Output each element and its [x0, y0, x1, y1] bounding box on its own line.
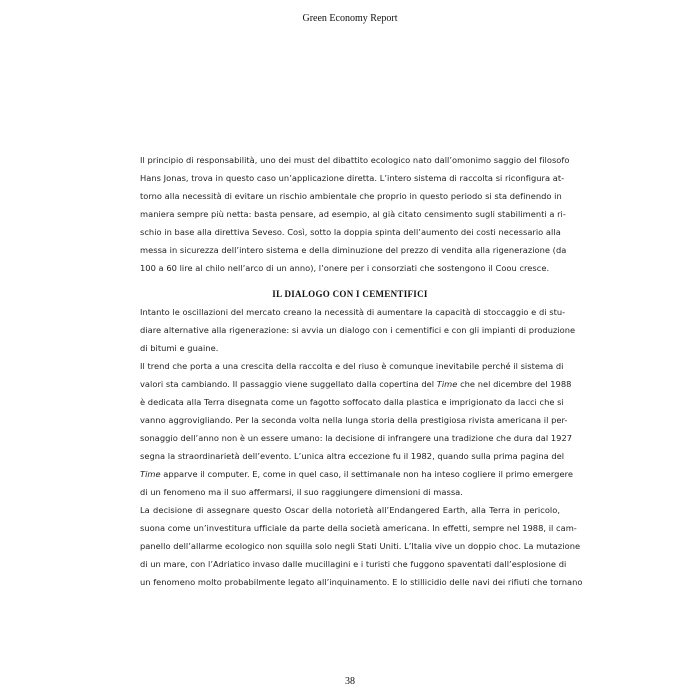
text-fragment: apparve il computer. E, come in quel caso, il settimanale non ha inteso cogliere il primo emergere: [160, 469, 573, 479]
text-line: di bitumi e guaine.: [140, 343, 219, 353]
text-line: vanno aggrovigliando. Per la seconda volta nella lunga storia della prestigiosa rivista americana il per-: [140, 415, 568, 425]
section-heading: IL DIALOGO CON I CEMENTIFICI: [272, 289, 428, 299]
text-line: Il principio di responsabilità, uno dei must del dibattito ecologico nato dall’omonimo saggio del filosofo: [140, 155, 570, 165]
running-header: Green Economy Report: [302, 13, 398, 24]
text-line: diare alternative alla rigenerazione: si avvia un dialogo con i cementifici e con gli impianti di produzione: [140, 325, 576, 335]
text-line: torno alla necessità di evitare un rischio ambientale che proprio in questo periodo si sta definendo in: [140, 191, 562, 201]
intro-paragraph: [140, 151, 570, 277]
text-line: panello dell’allarme ecologico non squilla solo negli Stati Uniti. L’Italia vive un doppio choc. La mutazione: [140, 541, 581, 551]
text-line: di un fenomeno ma il suo affermarsi, il suo raggiungere dimensioni di massa.: [140, 487, 463, 497]
text-line: Intanto le oscillazioni del mercato creano la necessità di aumentare la capacità di stoccaggio e di stu-: [140, 307, 566, 317]
magazine-title: Time: [140, 469, 161, 479]
body-text: [140, 151, 583, 591]
text-line: La decisione di assegnare questo Oscar della notorietà all’Endangered Earth, alla Terra in pericolo,: [140, 505, 560, 515]
page-number: 38: [345, 676, 355, 687]
text-line: sonaggio dell’anno non è un essere umano: la decisione di infrangere una tradizione che dura dal 1927: [140, 433, 573, 443]
text-line: Hans Jonas, trova in questo caso un’applicazione diretta. L’intero sistema di raccolta si riconfigura at-: [140, 173, 565, 183]
text-line: suona come un’investitura ufficiale da parte della società americana. In effetti, sempre nel 1988, il cam-: [140, 523, 577, 533]
text-line: è dedicata alla Terra disegnata come un fagotto soffocato dalla plastica e imprigionato da lacci che si: [140, 397, 564, 407]
text-line: schio in base alla direttiva Seveso. Così, sotto la doppia spinta dell’aumento dei costi necessario alla: [140, 227, 561, 237]
text-fragment: che nel dicembre del 1988: [457, 379, 572, 389]
text-line: [140, 465, 573, 483]
text-line: segna la straordinarietà dell’evento. L’unica altra eccezione fu il 1982, quando sulla prima pagina del: [140, 451, 565, 461]
text-line: maniera sempre più netta: basta pensare, ad esempio, al già citato censimento sugli stabilimenti a ri-: [140, 209, 566, 219]
text-line: [140, 375, 572, 393]
paragraph-stoccaggio: [140, 303, 576, 357]
magazine-title: Time: [436, 379, 458, 389]
text-fragment: valori sta cambiando. Il passaggio viene suggellato dalla copertina del: [140, 379, 437, 389]
text-line: un fenomeno molto probabilmente legato all’inquinamento. E lo stillicidio delle navi dei rifiuti che tornano: [140, 577, 583, 587]
text-line: di un mare, con l’Adriatico invaso dalle mucillagini e i turisti che fuggono spaventati dall’esplosione di: [140, 559, 567, 569]
text-line: 100 a 60 lire al chilo nell’arco di un anno), l’onere per i consorziati che sostengono il Coou cresce.: [140, 263, 550, 273]
paragraph-time-cover: [140, 357, 573, 501]
paragraph-endangered-earth: [140, 501, 583, 591]
text-line: messa in sicurezza dell’intero sistema e della diminuzione del prezzo di vendita alla rigenerazione (da: [140, 245, 567, 255]
text-line: Il trend che porta a una crescita della raccolta e del riuso è comunque inevitabile perché il sistema di: [140, 361, 564, 371]
